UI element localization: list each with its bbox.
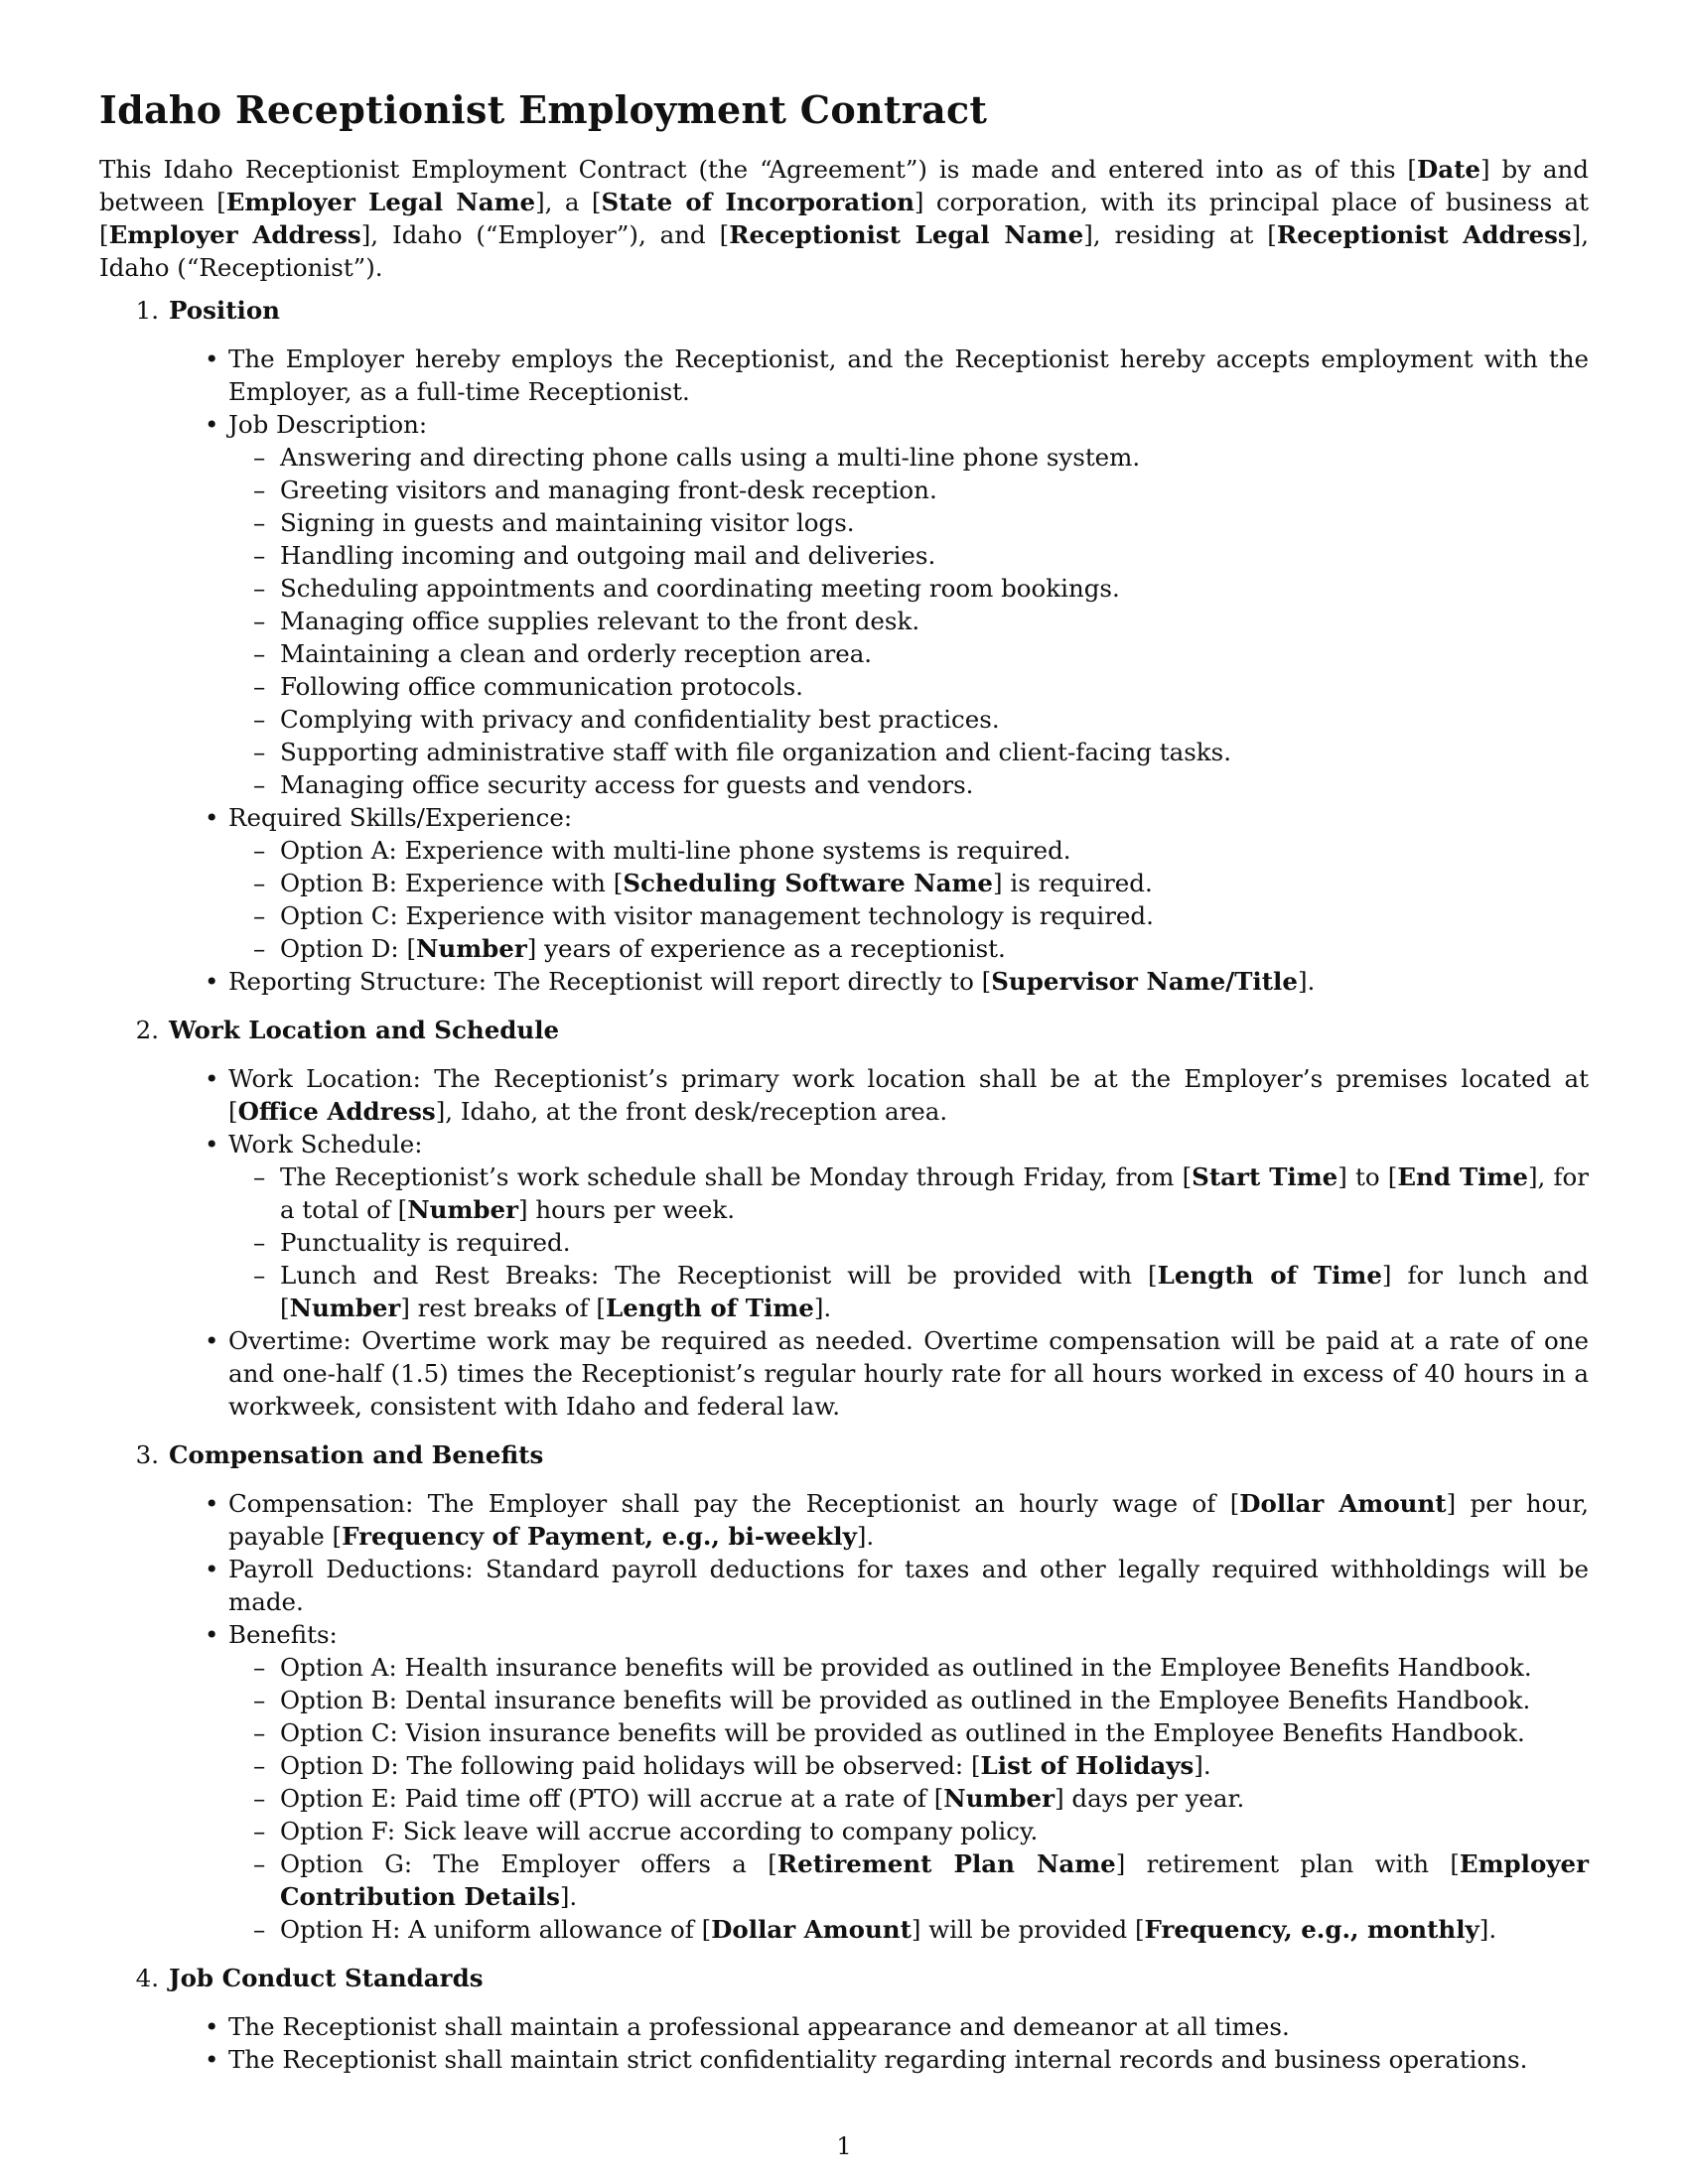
sub-item: – Option D: [Number] years of experience as a receptionist. <box>280 932 1589 965</box>
placeholder-field: Dollar Amount <box>711 1915 912 1944</box>
placeholder-field: Number <box>416 934 527 963</box>
bullet-item: • The Employer hereby employs the Receptionist, and the Receptionist hereby accepts employment with the Employer, as a full-time Receptionist. <box>228 342 1589 408</box>
section-heading <box>99 1962 1589 1994</box>
placeholder-field: Supervisor Name/Title <box>991 967 1298 996</box>
sub-item: – Option G: The Employer offers a [Retirement Plan Name] retirement plan with [Employer Contribution Details]. <box>280 1847 1589 1913</box>
bullet-item: • The Receptionist shall maintain a professional appearance and demeanor at all times. <box>228 2010 1589 2043</box>
placeholder-field: Frequency, e.g., monthly <box>1144 1915 1479 1944</box>
sub-item: – Handling incoming and outgoing mail and deliveries. <box>280 539 1589 572</box>
bullet-item: • The Receptionist shall maintain strict confidentiality regarding internal records and business operations. <box>228 2043 1589 2076</box>
sub-item: – The Receptionist’s work schedule shall be Monday through Friday, from [Start Time] to [End Time], for a total of [Number] hours per week. <box>280 1160 1589 1226</box>
placeholder-field: List of Holidays <box>980 1751 1195 1780</box>
sub-item: – Option A: Health insurance benefits will be provided as outlined in the Employee Benefits Handbook. <box>280 1651 1589 1684</box>
placeholder-field: State of Incorporation <box>601 188 914 216</box>
page-title: Idaho Receptionist Employment Contract <box>99 87 988 132</box>
bullet-item: • Compensation: The Employer shall pay the Receptionist an hourly wage of [Dollar Amount] per hour, payable [Frequency of Payment, e.g., bi-weekly]. <box>228 1487 1589 1553</box>
placeholder-field: Employer Address <box>108 220 361 249</box>
sub-item: – Complying with privacy and confidentiality best practices. <box>280 703 1589 736</box>
sub-item: – Managing office security access for guests and vendors. <box>280 768 1589 801</box>
section-number: 1. <box>135 296 159 325</box>
sub-item: – Option D: The following paid holidays will be observed: [List of Holidays]. <box>280 1749 1589 1782</box>
sub-item: – Supporting administrative staff with file organization and client-facing tasks. <box>280 736 1589 768</box>
placeholder-field: Dollar Amount <box>1239 1489 1447 1518</box>
section-number: 4. <box>135 1964 159 1992</box>
placeholder-field: Number <box>407 1195 518 1224</box>
sub-item: – Option A: Experience with multi-line phone systems is required. <box>280 834 1589 867</box>
sub-item: – Managing office supplies relevant to the front desk. <box>280 605 1589 637</box>
bullet-item: • Required Skills/Experience: – Option A: Experience with multi-line phone systems is required. – Option B: Experience with [Scheduling Software Name] is required. – Option C: Experience with visitor management technology is required. – Option D: [Number] years of experience as a receptionist. <box>228 801 1589 965</box>
section-heading <box>99 294 1589 327</box>
sub-item: – Maintaining a clean and orderly reception area. <box>280 637 1589 670</box>
bullet-list <box>99 1062 1589 1423</box>
bullet-item: • Work Location: The Receptionist’s primary work location shall be at the Employer’s premises located at [Office Address], Idaho, at the front desk/reception area. <box>228 1062 1589 1128</box>
section-title: Compensation and Benefits <box>169 1440 544 1469</box>
section-1 <box>99 294 1589 998</box>
sub-item: – Option B: Experience with [Scheduling Software Name] is required. <box>280 867 1589 899</box>
bullet-item: • Reporting Structure: The Receptionist will report directly to [Supervisor Name/Title]. <box>228 965 1589 998</box>
placeholder-field: Employer Contribution Details <box>280 1849 1590 1911</box>
placeholder-field: Length of Time <box>1157 1261 1382 1290</box>
section-heading <box>99 1014 1589 1046</box>
sub-list <box>228 834 1589 965</box>
placeholder-field: Number <box>943 1784 1055 1813</box>
sub-list <box>228 1651 1589 1946</box>
placeholder-field: Receptionist Address <box>1276 220 1572 249</box>
sub-item: – Following office communication protocols. <box>280 670 1589 703</box>
bullet-item: • Work Schedule: – The Receptionist’s work schedule shall be Monday through Friday, from [Start Time] to [End Time], for a total of [Number] hours per week. – Punctuality is required. – Lunch and Rest Breaks: The Receptionist will be provided with [Length of Time] for lunch and [Number] rest breaks of [Length of Time]. <box>228 1128 1589 1324</box>
bullet-item: • Job Description: – Answering and directing phone calls using a multi-line phone system. – Greeting visitors and managing front-desk reception. – Signing in guests and maintaining visitor logs. – Handling incoming and outgoing mail and deliveries. – Scheduling appointments and coordinating meeting room bookings. – Managing office supplies relevant to the front desk. – Maintaining a clean and orderly reception area. – Following office communication protocols. – Complying with privacy and confidentiality best practices. – Supporting administrative staff with file organization and client-facing tasks. – Managing office security access for guests and vendors. <box>228 408 1589 801</box>
bullet-list <box>99 2010 1589 2076</box>
sub-item: – Option E: Paid time off (PTO) will accrue at a rate of [Number] days per year. <box>280 1782 1589 1815</box>
section-3 <box>99 1438 1589 1946</box>
section-number: 2. <box>135 1016 159 1044</box>
bullet-item: • Overtime: Overtime work may be required as needed. Overtime compensation will be paid at a rate of one and one-half (1.5) times the Receptionist’s regular hourly rate for all hours worked in excess of 40 hours in a workweek, consistent with Idaho and federal law. <box>228 1324 1589 1423</box>
sub-item: – Greeting visitors and managing front-desk reception. <box>280 474 1589 506</box>
sub-item: – Scheduling appointments and coordinating meeting room bookings. <box>280 572 1589 605</box>
placeholder-field: Number <box>289 1294 401 1322</box>
placeholder-field: Frequency of Payment, e.g., bi-weekly <box>342 1522 857 1551</box>
placeholder-field: Office Address <box>237 1097 436 1126</box>
section-number: 3. <box>135 1440 159 1469</box>
sub-list <box>228 1160 1589 1324</box>
sub-item: – Option C: Experience with visitor management technology is required. <box>280 899 1589 932</box>
sub-item: – Answering and directing phone calls using a multi-line phone system. <box>280 441 1589 474</box>
sub-list <box>228 441 1589 801</box>
placeholder-field: Length of Time <box>605 1294 814 1322</box>
section-4 <box>99 1962 1589 2076</box>
section-list <box>99 294 1589 2076</box>
sub-item: – Lunch and Rest Breaks: The Receptionist will be provided with [Length of Time] for lunch and [Number] rest breaks of [Length of Time]. <box>280 1259 1589 1324</box>
section-title: Position <box>169 296 280 325</box>
placeholder-field: End Time <box>1397 1162 1528 1191</box>
bullet-item: • Payroll Deductions: Standard payroll deductions for taxes and other legally required withholdings will be made. <box>228 1553 1589 1618</box>
placeholder-field: Retirement Plan Name <box>776 1849 1116 1878</box>
section-heading <box>99 1438 1589 1471</box>
sub-item: – Option B: Dental insurance benefits will be provided as outlined in the Employee Benefits Handbook. <box>280 1684 1589 1716</box>
placeholder-field: Start Time <box>1192 1162 1338 1191</box>
sub-item: – Option H: A uniform allowance of [Dollar Amount] will be provided [Frequency, e.g., monthly]. <box>280 1913 1589 1946</box>
sub-item: – Option C: Vision insurance benefits will be provided as outlined in the Employee Benefits Handbook. <box>280 1716 1589 1749</box>
bullet-item: • Benefits: – Option A: Health insurance benefits will be provided as outlined in the Employee Benefits Handbook. – Option B: Dental insurance benefits will be provided as outlined in the Employee Benefits Handbook. – Option C: Vision insurance benefits will be provided as outlined in the Employee Benefits Handbook. – Option D: The following paid holidays will be observed: [List of Holidays]. – Option E: Paid time off (PTO) will accrue at a rate of [Number] days per year. – Option F: Sick leave will accrue according to company policy. – Option G: The Employer offers a [Retirement Plan Name] retirement plan with [Employer Contribution Details]. – Option H: A uniform allowance of [Dollar Amount] will be provided [Frequency, e.g., monthly]. <box>228 1618 1589 1946</box>
placeholder-field: Scheduling Software Name <box>623 869 994 897</box>
sub-item: – Option F: Sick leave will accrue according to company policy. <box>280 1815 1589 1847</box>
intro-paragraph: This Idaho Receptionist Employment Contract (the “Agreement”) is made and entered into as of this [Date] by and between [Employer Legal Name], a [State of Incorporation] corporation, with its principal place of business at [Employer Address], Idaho (“Employer”), and [Receptionist Legal Name], residing at [Receptionist Address], Idaho (“Receptionist”). <box>99 155 1590 282</box>
section-title: Work Location and Schedule <box>169 1016 560 1044</box>
document-page <box>99 87 1589 2092</box>
bullet-list <box>99 342 1589 998</box>
sub-item: – Punctuality is required. <box>280 1226 1589 1259</box>
bullet-list <box>99 1487 1589 1946</box>
placeholder-field: Date <box>1416 155 1481 184</box>
section-2 <box>99 1014 1589 1423</box>
placeholder-field: Employer Legal Name <box>225 188 536 216</box>
section-title: Job Conduct Standards <box>169 1964 484 1992</box>
placeholder-field: Receptionist Legal Name <box>729 220 1084 249</box>
sub-item: – Signing in guests and maintaining visitor logs. <box>280 506 1589 539</box>
page-number: 1 <box>836 2132 852 2160</box>
